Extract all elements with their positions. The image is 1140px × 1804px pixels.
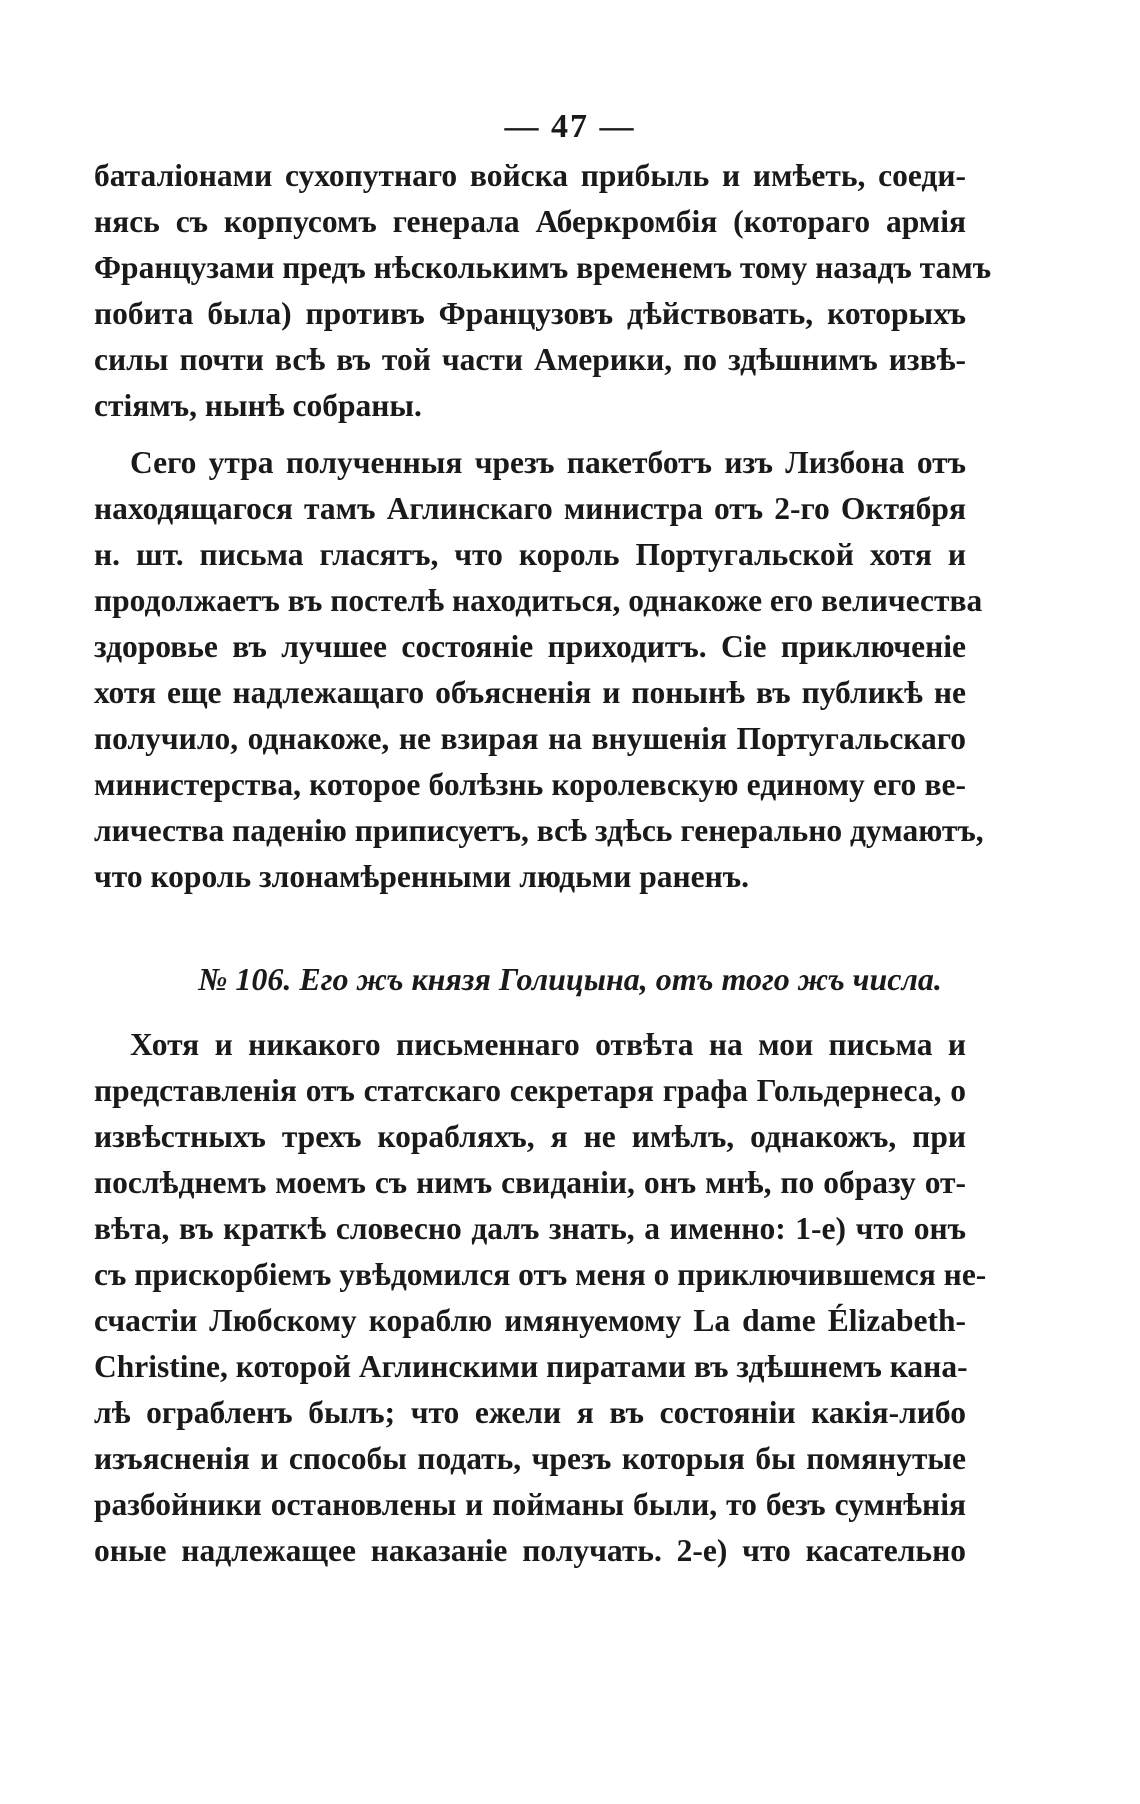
text-line: разбойники остановлены и пойманы были, то безъ сумнѣнія: [94, 1487, 966, 1522]
text-line: Французами предъ нѣсколькимъ временемъ тому назадъ тамъ: [94, 250, 992, 285]
text-line: вѣта, въ краткѣ словесно далъ знать, а именно: 1-е) что онъ: [94, 1211, 966, 1246]
text-line: хотя еще надлежащаго объясненія и понынѣ въ публикѣ не: [94, 675, 966, 710]
text-line: получило, однакоже, не взирая на внушенія Португальскаго: [94, 721, 966, 756]
text-line: нясь съ корпусомъ генерала Аберкромбія (котораго армія: [94, 204, 966, 239]
text-line: представленія отъ статскаго секретаря графа Гольдернеса, о: [94, 1073, 966, 1108]
text-line: оные надлежащее наказаніе получать. 2-е) что касательно: [94, 1533, 966, 1568]
text-line: баталіонами сухопутнаго войска прибыль и имѣеть, соеди-: [94, 158, 966, 193]
text-line: н. шт. письма гласятъ, что король Португальской хотя и: [94, 537, 966, 572]
text-line: находящагося тамъ Аглинскаго министра отъ 2-го Октября: [94, 491, 966, 526]
text-line: Christine, которой Аглинскими пиратами въ здѣшнемъ кана-: [94, 1349, 968, 1384]
text-line: Хотя и никакого письменнаго отвѣта на мои письма и: [130, 1027, 966, 1062]
text-line: что король злонамѣренными людьми раненъ.: [94, 859, 750, 894]
text-line: изъясненія и способы подать, чрезъ которыя бы помянутые: [94, 1441, 966, 1476]
page-number: — 47 —: [504, 108, 636, 145]
text-line: счастіи Любскому кораблю имянуемому La dame Élizabeth-: [94, 1303, 966, 1338]
text-line: министерства, которое болѣзнь королевскую единому его ве-: [94, 767, 966, 802]
text-line: здоровье въ лучшее состояніе приходитъ. Сіе приключеніе: [94, 629, 966, 664]
text-line: Сего утра полученныя чрезъ пакетботъ изъ Лизбона отъ: [130, 445, 966, 480]
text-line: извѣстныхъ трехъ корабляхъ, я не имѣлъ, однакожъ, при: [94, 1119, 966, 1154]
text-line: лѣ ограбленъ былъ; что ежели я въ состояніи какія-либо: [94, 1395, 966, 1430]
text-line: продолжаетъ въ постелѣ находиться, однакоже его величества: [94, 583, 983, 618]
text-line: съ прискорбіемъ увѣдомился отъ меня о приключившемся не-: [94, 1257, 987, 1292]
text-line: силы почти всѣ въ той части Америки, по здѣшнимъ извѣ-: [94, 342, 966, 377]
section-heading: № 106. Его жъ князя Голицына, отъ того жъ числа.: [198, 961, 942, 997]
text-line: побита была) противъ Французовъ дѣйствовать, которыхъ: [94, 296, 966, 331]
text-line: послѣднемъ моемъ съ нимъ свиданіи, онъ мнѣ, по образу от-: [94, 1165, 966, 1200]
text-line: стіямъ, нынѣ собраны.: [94, 388, 422, 423]
text-line: личества паденію приписуетъ, всѣ здѣсь генерально думаютъ,: [94, 813, 984, 848]
